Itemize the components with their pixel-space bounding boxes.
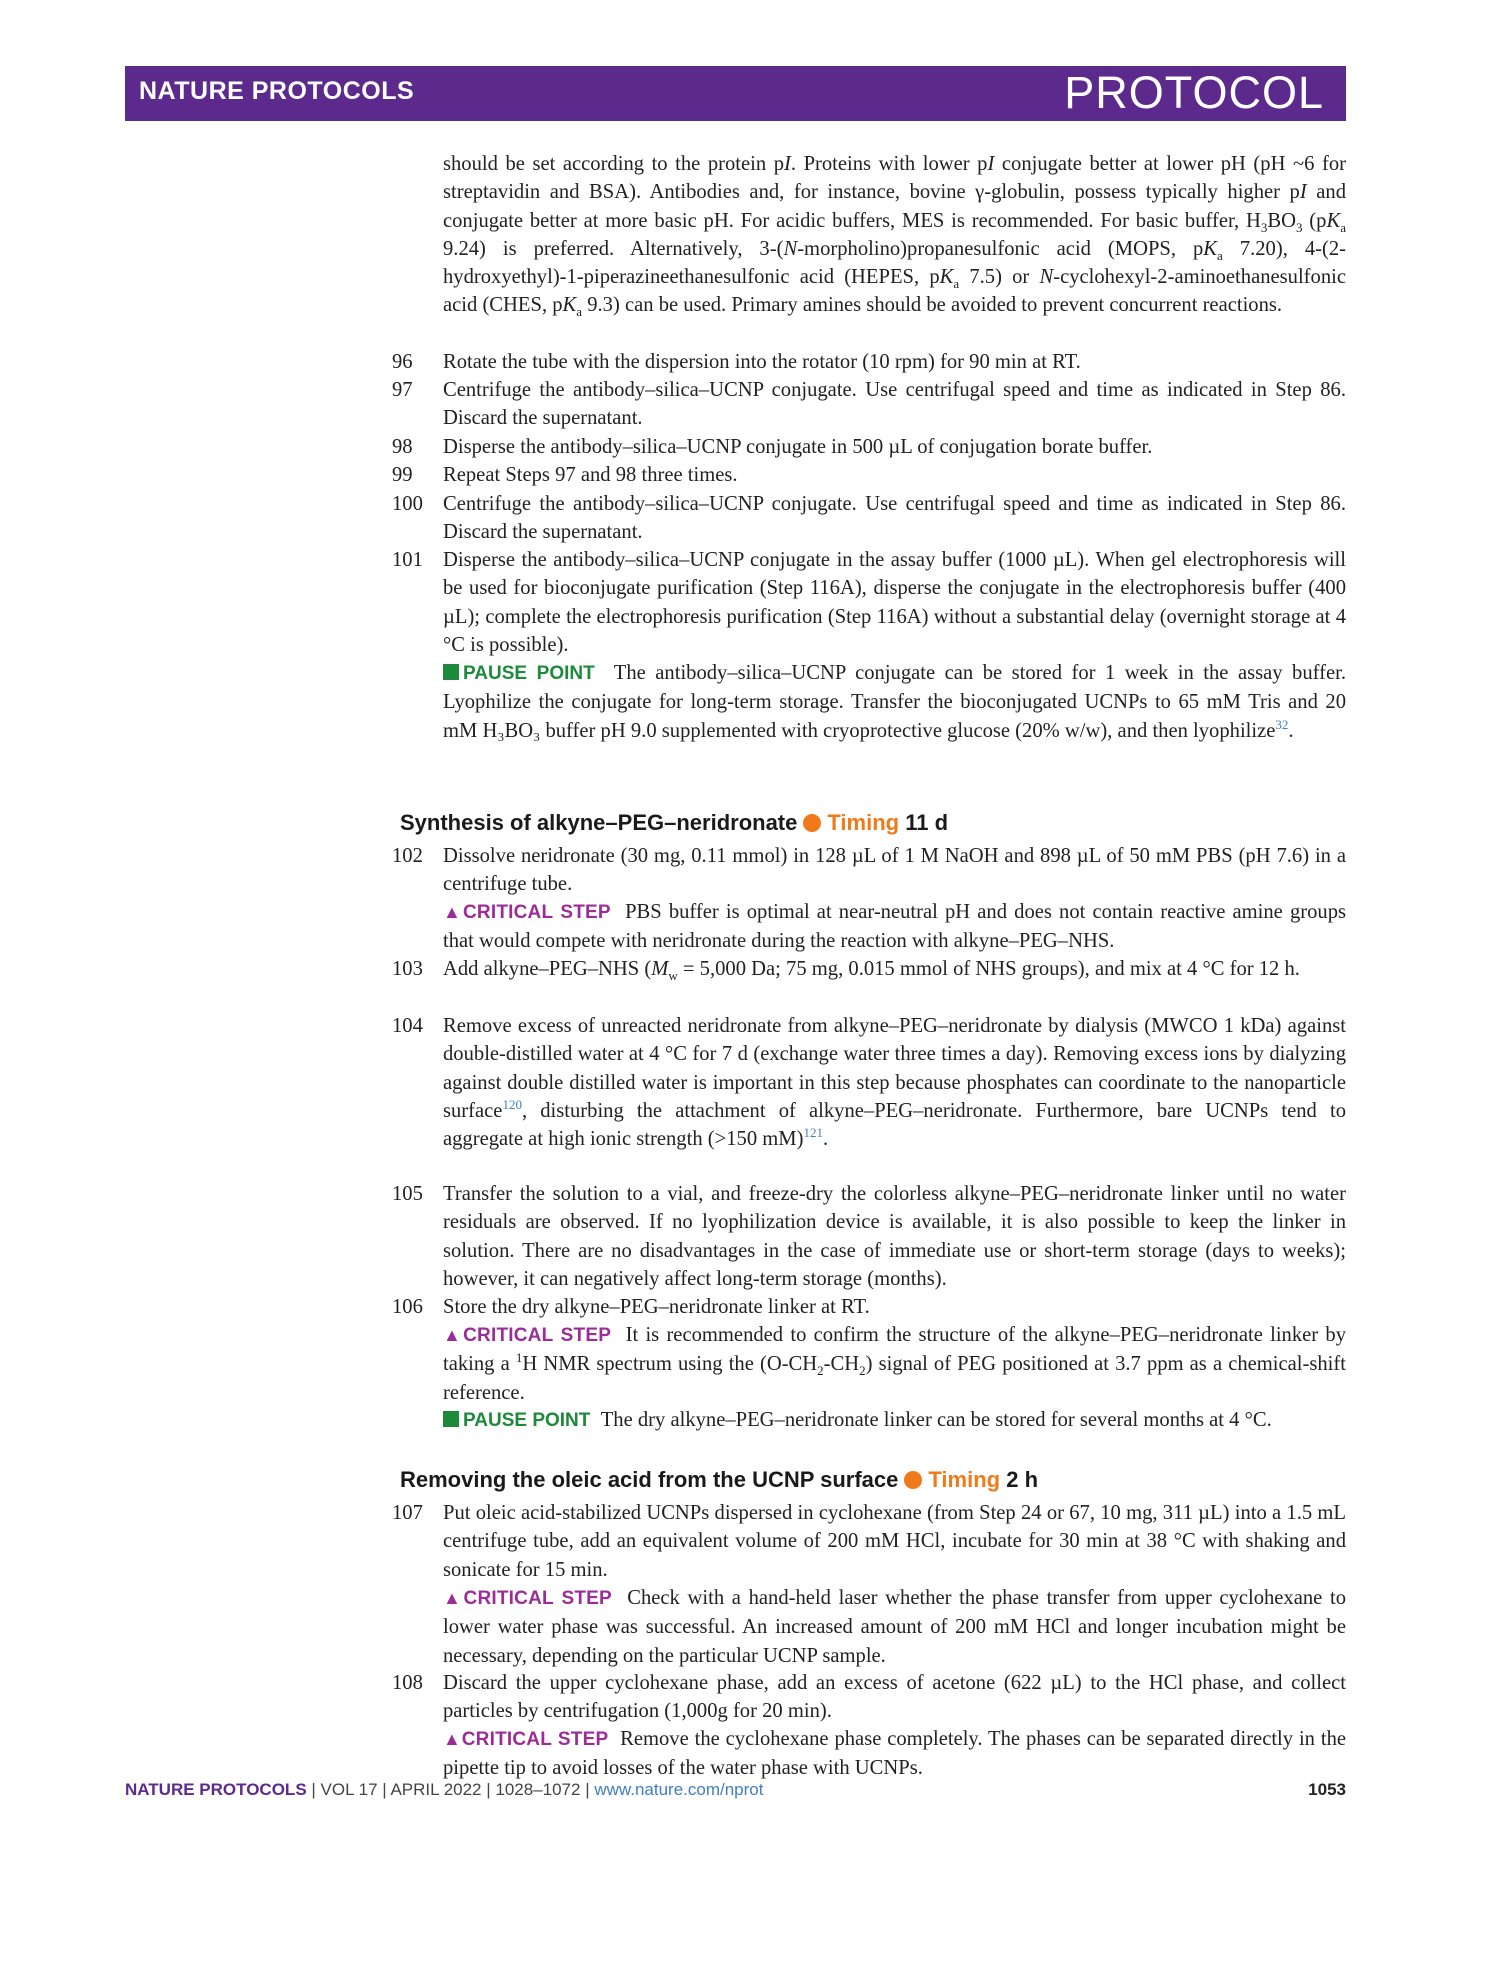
step-96: Rotate the tube with the dispersion into the rotator (10 rpm) for 90 min at RT. [443,351,1081,373]
intro-paragraph: should be set according to the protein pI. Proteins with lower pI conjugate better at lower pH (pH ~6 for streptavidin and BSA). Antibodies and, for instance, bovine γ-globulin, possess typically higher pI and conjugate better at more basic pH. For acidic buffers, MES is recommended. For basic buffer, $H_3BO_3$ ($pK_a$ 9.24) is preferred. Alternatively, 3-(N-morpholino)propanesulfonic acid (MOPS, $pK_a$ 7.20), 4-(2-hydroxyethyl)-1-piperazineethanesulfonic acid (HEPES, $pK_a$ 7.5) or N-cyclohexyl-2-aminoethanesulfonic acid (CHES, $pK_a$ 9.3) can be used. Primary amines should be avoided to prevent concurrent reactions. [443,153,1346,320]
step-108: Discard the upper cyclohexane phase, add an excess of acetone (622 µL) to the HCl phase, and collect particles by centrifugation (1,000g for 20 min). [443,1672,1346,1723]
warning-triangle-icon: ▲ [443,902,463,922]
article-type: PROTOCOL [1064,67,1324,118]
section-heading-oleic-acid: Removing the oleic acid from the UCNP surface Timing 2 h [400,1467,1039,1492]
pause-point-label: PAUSE POINT [443,1410,590,1431]
pause-square-icon [443,1411,459,1427]
warning-triangle-icon: ▲ [443,1588,464,1608]
critical-step-108: ▲CRITICAL STEP Remove the cyclohexane phase completely. The phases can be separated directly in the pipette tip to avoid losses of the water phase with UCNPs. [443,1728,1347,1780]
step-number: 105 [392,1183,423,1205]
step-number: 100 [392,493,423,515]
step-101: Disperse the antibody–silica–UCNP conjugate in the assay buffer (1000 µL). When gel electrophoresis will be used for bioconjugate purification (Step 116A), disperse the conjugate in the electrophoresis buffer (400 µL); complete the electrophoresis purification (Step 116A) without a substantial delay (overnight storage at 4 °C is possible). [443,549,1346,656]
step-104: Remove excess of unreacted neridronate from alkyne–PEG–neridronate by dialysis (MWCO 1 kDa) against double-distilled water at 4 °C for 7 d (exchange water three times a day). Removing excess ions by dialyzing against double distilled water is important in this step because phosphates can coordinate to the nanoparticle surface$^{120}$, disturbing the attachment of alkyne–PEG–neridronate. Furthermore, bare UCNPs tend to aggregate at high ionic strength (>150 mM)$^{121}$. [443,1015,1346,1151]
critical-step-label: ▲CRITICAL STEP [443,902,611,923]
critical-step-107: ▲CRITICAL STEP Check with a hand-held laser whether the phase transfer from upper cyclohexane to lower water phase was successful. An increased amount of 200 mM HCl and longer incubation might be necessary, depending on the particular UCNP sample. [443,1587,1346,1667]
step-number: 107 [392,1502,423,1524]
step-number: 97 [392,379,413,401]
reference-120[interactable]: 120 [502,1097,522,1113]
footer-url-link[interactable]: www.nature.com/nprot [594,1780,764,1799]
step-number: 104 [392,1015,423,1037]
step-105: Transfer the solution to a vial, and freeze-dry the colorless alkyne–PEG–neridronate linker until no water residuals are observed. If no lyophilization device is available, it is also possible to keep the linker in solution. There are no disadvantages in the case of immediate use or short-term storage (days to weeks); however, it can negatively affect long-term storage (months). [443,1183,1346,1290]
timing-dot-icon [904,1471,922,1489]
step-97: Centrifuge the antibody–silica–UCNP conjugate. Use centrifugal speed and time as indicated in Step 86. Discard the supernatant. [443,379,1346,430]
page-number: 1053 [1308,1780,1346,1799]
reference-32[interactable]: 32 [1275,716,1289,732]
pause-point-label: PAUSE POINT [443,663,595,684]
critical-step-102: ▲CRITICAL STEP PBS buffer is optimal at near-neutral pH and does not contain reactive amine groups that would compete with neridronate during the reaction with alkyne–PEG–NHS. [443,901,1346,953]
warning-triangle-icon: ▲ [443,1729,462,1749]
step-100: Centrifuge the antibody–silica–UCNP conjugate. Use centrifugal speed and time as indicated in Step 86. Discard the supernatant. [443,493,1346,544]
critical-step-label: ▲CRITICAL STEP [443,1588,612,1609]
pause-point-101: PAUSE POINT The antibody–silica–UCNP conjugate can be stored for 1 week in the assay buffer. Lyophilize the conjugate for long-term storage. Transfer the bioconjugated UCNPs to 65 mM Tris and 20 mM H₃BO₃ buffer pH 9.0 supplemented with cryoprotective glucose (20% w/w), and then lyophilize$^{32}$. [443,662,1347,742]
step-number: 103 [392,958,423,980]
footer-journal: NATURE PROTOCOLS [125,1780,307,1799]
step-102: Dissolve neridronate (30 mg, 0.11 mmol) in 128 µL of 1 M NaOH and 898 µL of 50 mM PBS (pH 7.6) in a centrifuge tube. [443,845,1346,896]
step-number: 98 [392,436,413,458]
section-heading-synthesis: Synthesis of alkyne–PEG–neridronate Timing 11 d [400,810,949,835]
step-number: 106 [392,1296,423,1318]
reference-121[interactable]: 121 [803,1125,823,1141]
step-106: Store the dry alkyne–PEG–neridronate linker at RT. [443,1296,870,1318]
critical-step-label: ▲CRITICAL STEP [443,1729,609,1750]
warning-triangle-icon: ▲ [443,1325,464,1345]
step-number: 101 [392,549,423,571]
step-103: Add alkyne–PEG–NHS ($M_w = 5,000$ Da; 75 mg, 0.015 mmol of NHS groups), and mix at 4 °C for 12 h. [443,958,1300,984]
footer-citation [125,1780,763,1800]
critical-step-label: ▲CRITICAL STEP [443,1325,612,1346]
page-header [125,66,1346,121]
step-99: Repeat Steps 97 and 98 three times. [443,464,738,486]
step-number: 102 [392,845,423,867]
pause-note: The antibody–silica–UCNP conjugate can be stored for 1 week in the assay buffer. Lyophilize the conjugate for long-term storage. Transfer the bioconjugated UCNPs to 65 mM Tris and 20 mM H₃BO₃ buffer pH 9.0 supplemented with cryoprotective glucose (20% w/w), and then lyophilize [443,662,1347,742]
pause-point-106: PAUSE POINT The dry alkyne–PEG–neridronate linker can be stored for several months at 4 °C. [443,1406,1346,1435]
critical-step-106: ▲CRITICAL STEP It is recommended to confirm the structure of the alkyne–PEG–neridronate linker by taking a $^1$H NMR spectrum using the $(O-CH_2-CH_2)$ signal of PEG positioned at 3.7 ppm as a chemical-shift reference. [443,1324,1346,1404]
journal-name: NATURE PROTOCOLS [139,77,415,105]
step-number: 96 [392,351,413,373]
pause-square-icon [443,664,459,680]
step-number: 99 [392,464,413,486]
step-number: 108 [392,1672,423,1694]
step-98: Disperse the antibody–silica–UCNP conjugate in 500 µL of conjugation borate buffer. [443,436,1153,458]
timing-dot-icon [803,814,821,832]
step-107: Put oleic acid-stabilized UCNPs dispersed in cyclohexane (from Step 24 or 67, 10 mg, 311 µL) into a 1.5 mL centrifuge tube, add an equivalent volume of 200 mM HCl, incubate for 30 min at 38 °C with shaking and sonicate for 15 min. [443,1502,1346,1581]
footer-issue: | VOL 17 | APRIL 2022 | 1028–1072 | [311,1780,590,1799]
